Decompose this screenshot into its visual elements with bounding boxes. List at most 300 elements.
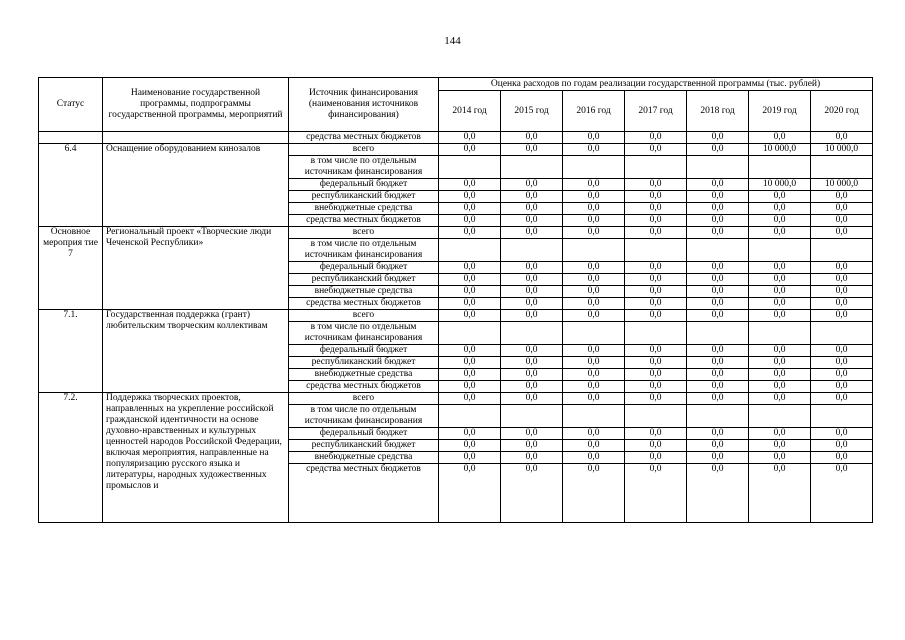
value-text: 0,0 [525, 132, 538, 142]
source-cell: федеральный бюджет [289, 428, 439, 440]
value-text: 0,0 [835, 369, 848, 379]
value-text: 0,0 [835, 452, 848, 462]
value-cell [625, 452, 687, 464]
value-text: 0,0 [649, 227, 662, 237]
value-text: 0,0 [711, 452, 724, 462]
value-text: 0,0 [773, 191, 786, 201]
value-text: 10 000,0 [824, 144, 859, 154]
value-text: 0,0 [587, 227, 600, 237]
name-cell: Государственная поддержка (грант) любительским творческим коллективам [103, 310, 289, 393]
value-cell [625, 440, 687, 452]
value-text: 0,0 [463, 428, 476, 438]
value-text: 0,0 [649, 381, 662, 391]
value-text: 0,0 [649, 345, 662, 355]
value-cell [811, 227, 873, 239]
value-cell [563, 262, 625, 274]
table-row [39, 227, 873, 239]
value-text: 0,0 [649, 298, 662, 308]
value-cell [439, 322, 501, 345]
value-cell [563, 393, 625, 405]
value-cell [625, 298, 687, 310]
value-cell [811, 179, 873, 191]
value-cell [563, 286, 625, 298]
value-text: 0,0 [463, 179, 476, 189]
value-cell [501, 428, 563, 440]
value-text: 0,0 [525, 286, 538, 296]
value-cell [501, 345, 563, 357]
value-cell [811, 274, 873, 286]
value-cell [749, 393, 811, 405]
value-text: 0,0 [587, 274, 600, 284]
value-text: 0,0 [587, 428, 600, 438]
value-cell [563, 215, 625, 227]
source-cell: внебюджетные средства [289, 452, 439, 464]
value-cell [749, 464, 811, 523]
value-cell [501, 464, 563, 523]
value-cell [811, 298, 873, 310]
value-cell [749, 215, 811, 227]
value-cell [749, 405, 811, 428]
value-cell [439, 310, 501, 322]
value-cell [749, 345, 811, 357]
name-cell: Поддержка творческих проектов, направленных на укрепление российской гражданской идентичности на основе духовно-нравственных и культурных ценностей народов Российской Федерации, включая мероприятия, направленные на популяризацию русского языка и литературы, народных художественных промыслов и [103, 393, 289, 523]
value-cell [501, 227, 563, 239]
value-text: 0,0 [711, 440, 724, 450]
value-cell [501, 322, 563, 345]
value-text: 0,0 [649, 132, 662, 142]
value-cell [501, 203, 563, 215]
table-row [39, 144, 873, 156]
value-cell [439, 274, 501, 286]
header-year: 2014 год [439, 91, 501, 132]
value-cell [625, 286, 687, 298]
value-cell [687, 405, 749, 428]
value-cell [625, 156, 687, 179]
value-text: 0,0 [835, 428, 848, 438]
value-cell [625, 428, 687, 440]
value-text: 0,0 [525, 393, 538, 403]
value-text: 0,0 [835, 203, 848, 213]
value-cell [687, 286, 749, 298]
value-text: 0,0 [835, 464, 848, 474]
source-cell: средства местных бюджетов [289, 381, 439, 393]
value-cell [625, 310, 687, 322]
value-cell [439, 239, 501, 262]
value-text: 0,0 [773, 227, 786, 237]
value-cell [563, 440, 625, 452]
value-text: 0,0 [835, 357, 848, 367]
status-cell: Основное мероприя тие 7 [39, 227, 103, 310]
value-text: 0,0 [525, 428, 538, 438]
value-cell [811, 310, 873, 322]
value-text: 0,0 [587, 452, 600, 462]
value-cell [687, 144, 749, 156]
value-cell [439, 345, 501, 357]
value-cell [625, 464, 687, 523]
value-text: 0,0 [525, 298, 538, 308]
value-cell [439, 191, 501, 203]
value-cell [625, 262, 687, 274]
value-cell [501, 179, 563, 191]
header-estimate: Оценка расходов по годам реализации государственной программы (тыс. рублей) [439, 78, 873, 91]
value-cell [687, 393, 749, 405]
value-cell [501, 393, 563, 405]
value-cell [811, 393, 873, 405]
value-text: 0,0 [649, 144, 662, 154]
value-cell [811, 286, 873, 298]
value-text: 0,0 [711, 203, 724, 213]
value-cell [439, 298, 501, 310]
value-text: 0,0 [525, 310, 538, 320]
value-cell [501, 405, 563, 428]
value-cell [501, 286, 563, 298]
value-text: 0,0 [463, 464, 476, 474]
value-cell [811, 156, 873, 179]
value-cell [625, 179, 687, 191]
value-text: 0,0 [525, 345, 538, 355]
value-text: 0,0 [649, 179, 662, 189]
value-cell [687, 464, 749, 523]
value-cell [439, 286, 501, 298]
value-text: 0,0 [711, 298, 724, 308]
value-cell [811, 239, 873, 262]
source-cell: внебюджетные средства [289, 203, 439, 215]
value-text: 0,0 [773, 464, 786, 474]
value-text: 0,0 [773, 215, 786, 225]
value-text: 0,0 [463, 298, 476, 308]
value-cell [563, 345, 625, 357]
value-cell [625, 215, 687, 227]
value-text: 0,0 [463, 452, 476, 462]
value-text: 0,0 [773, 440, 786, 450]
value-text: 0,0 [835, 310, 848, 320]
value-cell [439, 132, 501, 144]
value-text: 0,0 [711, 191, 724, 201]
value-cell [749, 357, 811, 369]
value-text: 0,0 [525, 179, 538, 189]
source-cell: внебюджетные средства [289, 286, 439, 298]
value-cell [501, 381, 563, 393]
value-cell [811, 428, 873, 440]
value-cell [687, 239, 749, 262]
value-cell [625, 322, 687, 345]
value-text: 0,0 [463, 203, 476, 213]
value-text: 0,0 [463, 191, 476, 201]
value-text: 0,0 [649, 310, 662, 320]
value-cell [687, 357, 749, 369]
value-text: 0,0 [649, 357, 662, 367]
value-cell [811, 215, 873, 227]
value-text: 0,0 [711, 179, 724, 189]
value-text: 0,0 [711, 227, 724, 237]
value-cell [811, 464, 873, 523]
table-row [39, 310, 873, 322]
value-cell [501, 369, 563, 381]
value-text: 0,0 [835, 262, 848, 272]
value-text: 0,0 [587, 215, 600, 225]
value-text: 0,0 [463, 227, 476, 237]
value-cell [563, 203, 625, 215]
status-cell: 6.4 [39, 144, 103, 227]
value-cell [749, 156, 811, 179]
value-text: 0,0 [835, 345, 848, 355]
value-text: 0,0 [711, 132, 724, 142]
value-text: 0,0 [835, 191, 848, 201]
value-cell [563, 274, 625, 286]
value-text: 0,0 [773, 203, 786, 213]
value-cell [439, 405, 501, 428]
value-text: 0,0 [649, 203, 662, 213]
value-cell [687, 179, 749, 191]
value-text: 0,0 [463, 132, 476, 142]
value-cell [501, 144, 563, 156]
value-cell [563, 144, 625, 156]
value-text: 0,0 [587, 381, 600, 391]
value-text: 10 000,0 [824, 179, 859, 189]
value-cell [439, 369, 501, 381]
name-cell: Оснащение оборудованием кинозалов [103, 144, 289, 227]
value-text: 0,0 [711, 262, 724, 272]
source-cell: средства местных бюджетов [289, 132, 439, 144]
value-cell [687, 381, 749, 393]
header-year: 2019 год [749, 91, 811, 132]
value-cell [625, 369, 687, 381]
value-cell [563, 428, 625, 440]
value-cell [811, 369, 873, 381]
value-text: 0,0 [525, 203, 538, 213]
value-cell [439, 156, 501, 179]
value-cell [811, 381, 873, 393]
source-cell: всего [289, 393, 439, 405]
value-cell [811, 452, 873, 464]
value-text: 0,0 [773, 345, 786, 355]
value-text: 0,0 [587, 191, 600, 201]
value-cell [439, 203, 501, 215]
value-text: 0,0 [711, 464, 724, 474]
source-cell: внебюджетные средства [289, 369, 439, 381]
value-cell [687, 274, 749, 286]
value-text: 0,0 [649, 369, 662, 379]
value-cell [439, 393, 501, 405]
value-text: 0,0 [587, 203, 600, 213]
status-cell: 7.1. [39, 310, 103, 393]
value-text: 0,0 [649, 428, 662, 438]
source-cell: средства местных бюджетов [289, 464, 439, 523]
value-text: 0,0 [649, 440, 662, 450]
value-cell [687, 428, 749, 440]
value-cell [687, 298, 749, 310]
value-text: 0,0 [587, 393, 600, 403]
value-text: 0,0 [649, 191, 662, 201]
value-text: 0,0 [463, 393, 476, 403]
value-text: 0,0 [587, 310, 600, 320]
value-text: 0,0 [463, 310, 476, 320]
source-cell: в том числе по отдельным источникам финансирования [289, 405, 439, 428]
value-text: 0,0 [711, 144, 724, 154]
value-cell [501, 215, 563, 227]
value-cell [625, 144, 687, 156]
value-cell [563, 405, 625, 428]
value-cell [687, 156, 749, 179]
value-text: 0,0 [711, 393, 724, 403]
value-cell [563, 156, 625, 179]
source-cell: федеральный бюджет [289, 262, 439, 274]
value-text: 0,0 [835, 381, 848, 391]
value-text: 0,0 [525, 381, 538, 391]
header-source: Источник финансирования (наименования источников финансирования) [289, 78, 439, 132]
value-text: 0,0 [773, 286, 786, 296]
value-cell [501, 440, 563, 452]
value-cell [749, 191, 811, 203]
value-text: 0,0 [649, 215, 662, 225]
value-text: 0,0 [525, 227, 538, 237]
value-cell [501, 132, 563, 144]
value-text: 0,0 [463, 215, 476, 225]
value-cell [687, 440, 749, 452]
value-text: 0,0 [463, 440, 476, 450]
value-cell [439, 452, 501, 464]
value-cell [439, 428, 501, 440]
value-text: 0,0 [773, 274, 786, 284]
value-text: 0,0 [587, 369, 600, 379]
value-cell [749, 203, 811, 215]
value-cell [749, 132, 811, 144]
value-text: 0,0 [711, 357, 724, 367]
value-cell [687, 310, 749, 322]
status-cell: 7.2. [39, 393, 103, 523]
header-year: 2015 год [501, 91, 563, 132]
value-cell [749, 428, 811, 440]
value-cell [749, 381, 811, 393]
value-cell [439, 179, 501, 191]
value-text: 0,0 [711, 345, 724, 355]
value-text: 0,0 [649, 262, 662, 272]
value-text: 0,0 [773, 381, 786, 391]
value-text: 0,0 [773, 393, 786, 403]
value-text: 0,0 [463, 144, 476, 154]
value-cell [811, 405, 873, 428]
source-cell: республиканский бюджет [289, 274, 439, 286]
value-cell [811, 345, 873, 357]
value-text: 0,0 [525, 191, 538, 201]
value-cell [625, 239, 687, 262]
value-text: 0,0 [711, 428, 724, 438]
value-text: 0,0 [835, 440, 848, 450]
page-number: 144 [444, 35, 461, 47]
value-cell [811, 144, 873, 156]
value-text: 0,0 [587, 464, 600, 474]
value-text: 0,0 [835, 215, 848, 225]
value-cell [563, 322, 625, 345]
value-cell [749, 179, 811, 191]
value-text: 0,0 [525, 440, 538, 450]
value-text: 0,0 [773, 310, 786, 320]
table-row [39, 393, 873, 405]
value-text: 0,0 [525, 369, 538, 379]
value-cell [501, 239, 563, 262]
value-cell [439, 440, 501, 452]
source-cell: средства местных бюджетов [289, 298, 439, 310]
value-cell [563, 464, 625, 523]
value-text: 0,0 [587, 144, 600, 154]
value-cell [501, 452, 563, 464]
name-cell [103, 132, 289, 144]
value-cell [625, 405, 687, 428]
value-cell [811, 191, 873, 203]
value-text: 0,0 [525, 274, 538, 284]
source-cell: республиканский бюджет [289, 440, 439, 452]
value-cell [749, 274, 811, 286]
value-cell [625, 274, 687, 286]
value-text: 0,0 [773, 298, 786, 308]
value-text: 0,0 [835, 227, 848, 237]
value-text: 0,0 [587, 262, 600, 272]
value-cell [811, 132, 873, 144]
value-text: 0,0 [711, 369, 724, 379]
value-text: 0,0 [649, 464, 662, 474]
value-text: 0,0 [587, 357, 600, 367]
value-text: 0,0 [711, 215, 724, 225]
source-cell: всего [289, 310, 439, 322]
value-cell [625, 381, 687, 393]
source-cell: в том числе по отдельным источникам финансирования [289, 322, 439, 345]
value-cell [501, 310, 563, 322]
source-cell: республиканский бюджет [289, 357, 439, 369]
value-text: 0,0 [463, 262, 476, 272]
value-text: 0,0 [463, 286, 476, 296]
value-text: 10 000,0 [762, 179, 797, 189]
value-text: 0,0 [711, 274, 724, 284]
value-cell [439, 262, 501, 274]
value-text: 0,0 [773, 428, 786, 438]
value-text: 0,0 [835, 274, 848, 284]
value-cell [625, 203, 687, 215]
value-cell [749, 286, 811, 298]
value-text: 0,0 [835, 286, 848, 296]
value-text: 0,0 [525, 464, 538, 474]
header-status: Статус [39, 78, 103, 132]
source-cell: республиканский бюджет [289, 191, 439, 203]
value-cell [749, 144, 811, 156]
value-cell [749, 239, 811, 262]
value-text: 0,0 [711, 310, 724, 320]
value-cell [439, 357, 501, 369]
value-text: 0,0 [463, 345, 476, 355]
value-cell [749, 227, 811, 239]
value-cell [687, 369, 749, 381]
value-cell [563, 381, 625, 393]
header-year: 2017 год [625, 91, 687, 132]
value-text: 0,0 [835, 393, 848, 403]
value-cell [563, 452, 625, 464]
value-cell [439, 144, 501, 156]
header-year: 2016 год [563, 91, 625, 132]
value-text: 0,0 [525, 357, 538, 367]
value-text: 0,0 [587, 345, 600, 355]
value-text: 10 000,0 [762, 144, 797, 154]
name-cell: Региональный проект «Творческие люди Чеченской Республики» [103, 227, 289, 310]
value-cell [563, 191, 625, 203]
value-cell [625, 345, 687, 357]
budget-table [38, 77, 873, 523]
value-cell [501, 262, 563, 274]
value-cell [811, 440, 873, 452]
value-cell [687, 215, 749, 227]
value-cell [439, 464, 501, 523]
header-name: Наименование государственной программы, подпрограммы государственной программы, мероприятий [103, 78, 289, 132]
value-text: 0,0 [649, 393, 662, 403]
value-cell [749, 322, 811, 345]
